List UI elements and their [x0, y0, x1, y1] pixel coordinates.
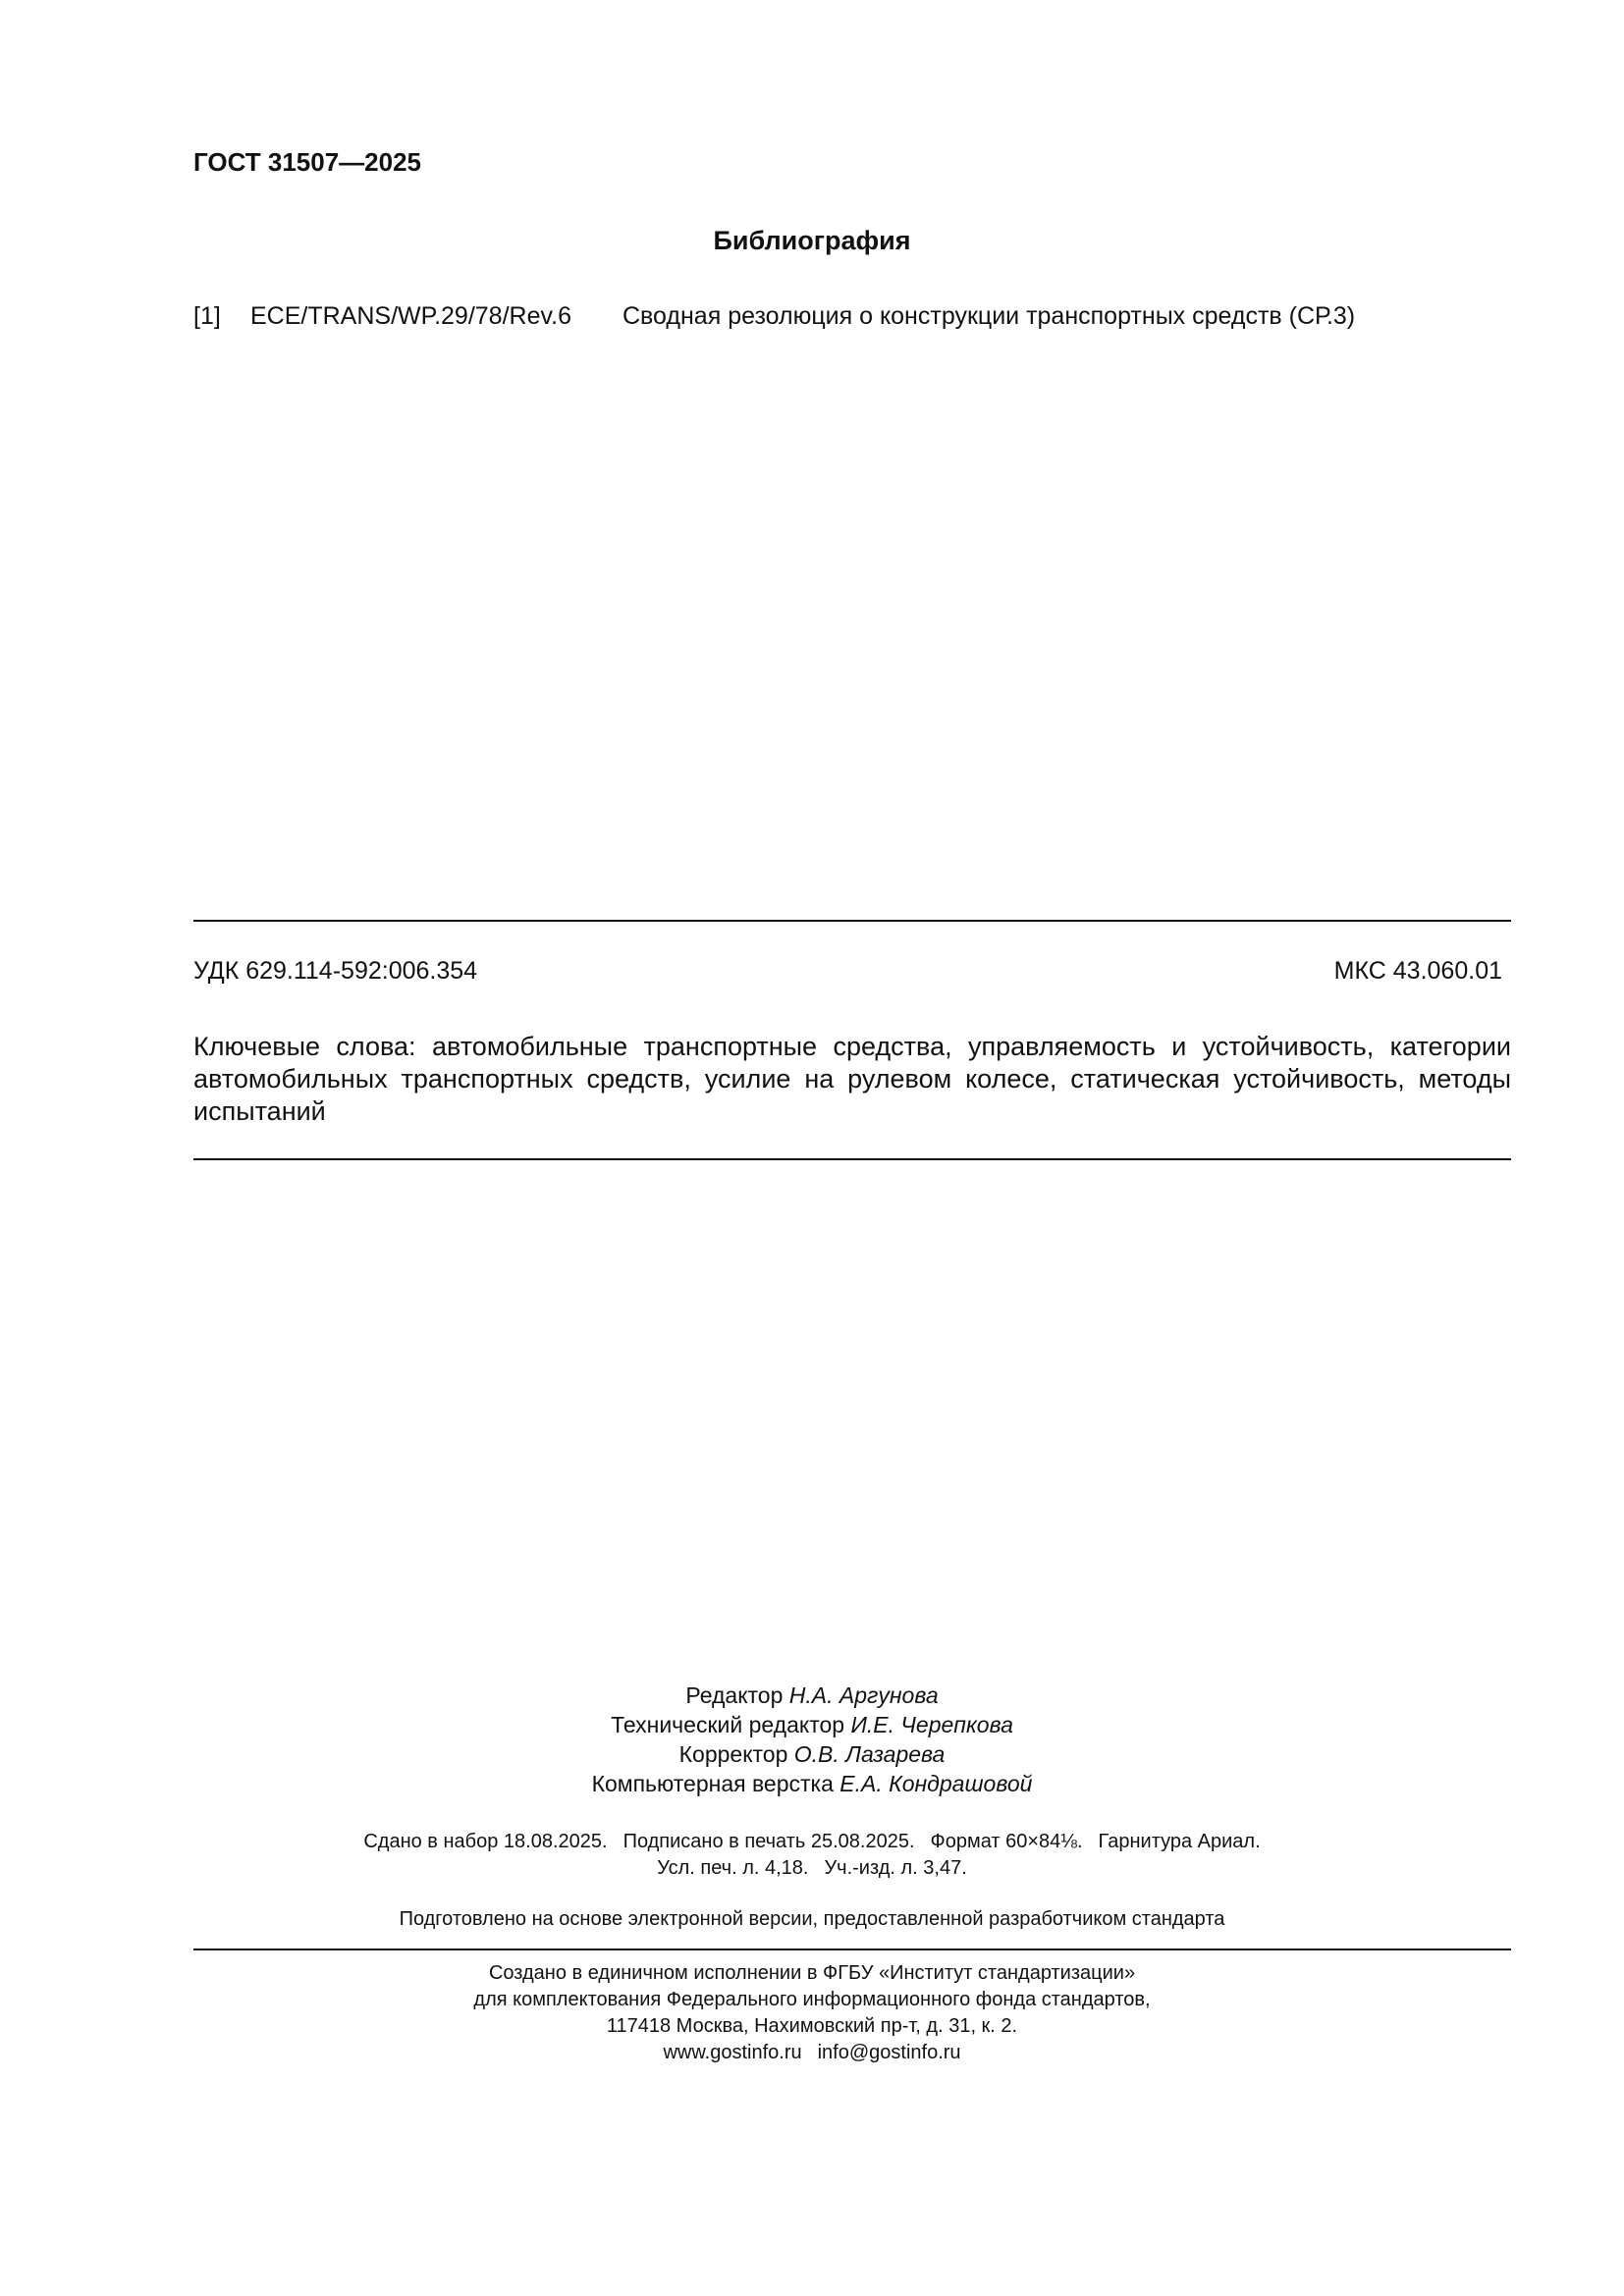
publisher-info: [0, 1960, 1624, 2066]
credit-role: Редактор: [685, 1682, 784, 1708]
publisher-address: 117418 Москва, Нахимовский пр-т, д. 31, к. 2.: [606, 2015, 1018, 2037]
keywords-text: автомобильные транспортные средства, управляемость и устойчивость, категории автомобильных транспортных средств, усилие на рулевом колесе, статическая устойчивость, методы испытаний: [193, 1032, 1511, 1126]
credit-role: Технический редактор: [611, 1712, 845, 1737]
website-link[interactable]: www.gostinfo.ru: [663, 2042, 802, 2063]
credit-name: И.Е. Черепкова: [850, 1712, 1013, 1737]
divider-bottom: [193, 1949, 1511, 1950]
publishing-sheets: Уч.-изд. л. 3,47.: [824, 1857, 967, 1879]
print-info-line: [0, 1829, 1624, 1855]
credit-name: Н.А. Аргунова: [788, 1682, 939, 1708]
mks-code: МКС 43.060.01: [1333, 957, 1502, 985]
document-code: ГОСТ 31507—2025: [193, 147, 421, 177]
email-link[interactable]: info@gostinfo.ru: [817, 2042, 961, 2063]
entry-number: [1]: [193, 302, 221, 330]
print-sheets: Усл. печ. л. 4,18.: [657, 1857, 809, 1879]
credit-name: Е.А. Кондрашовой: [839, 1771, 1033, 1796]
publisher-contacts: [0, 2040, 1624, 2066]
publisher-line: Создано в единичном исполнении в ФГБУ «Институт стандартизации»: [488, 1962, 1136, 1984]
paper-format: Формат 60×84⅛.: [930, 1831, 1083, 1852]
keywords-label: Ключевые слова:: [193, 1032, 416, 1061]
prepared-note: Подготовлено на основе электронной версии, предоставленной разработчиком стандарта: [399, 1908, 1225, 1930]
keywords-paragraph: [193, 1031, 1511, 1128]
typeface: Гарнитура Ариал.: [1098, 1831, 1261, 1852]
divider-top: [193, 920, 1511, 922]
credits-block: [0, 1681, 1624, 1798]
credit-name: О.В. Лазарева: [793, 1741, 946, 1767]
credit-line: [0, 1710, 1624, 1739]
entry-code: ECE/TRANS/WP.29/78/Rev.6: [250, 302, 571, 330]
udc-code: УДК 629.114-592:006.354: [193, 957, 478, 985]
signed-date: Подписано в печать 25.08.2025.: [623, 1831, 915, 1852]
credit-role: Компьютерная верстка: [591, 1771, 834, 1796]
submitted-date: Сдано в набор 18.08.2025.: [363, 1831, 608, 1852]
credit-line: [0, 1769, 1624, 1798]
print-info: [0, 1829, 1624, 1882]
credit-line: [0, 1739, 1624, 1769]
publisher-line: для комплектования Федерального информационного фонда стандартов,: [473, 1989, 1151, 2010]
entry-title: Сводная резолюция о конструкции транспортных средств (СР.3): [623, 302, 1356, 330]
bibliography-title: Библиография: [713, 226, 911, 255]
divider-middle: [193, 1158, 1511, 1160]
print-info-line: [0, 1855, 1624, 1882]
credit-line: [0, 1681, 1624, 1710]
credit-role: Корректор: [678, 1741, 788, 1767]
